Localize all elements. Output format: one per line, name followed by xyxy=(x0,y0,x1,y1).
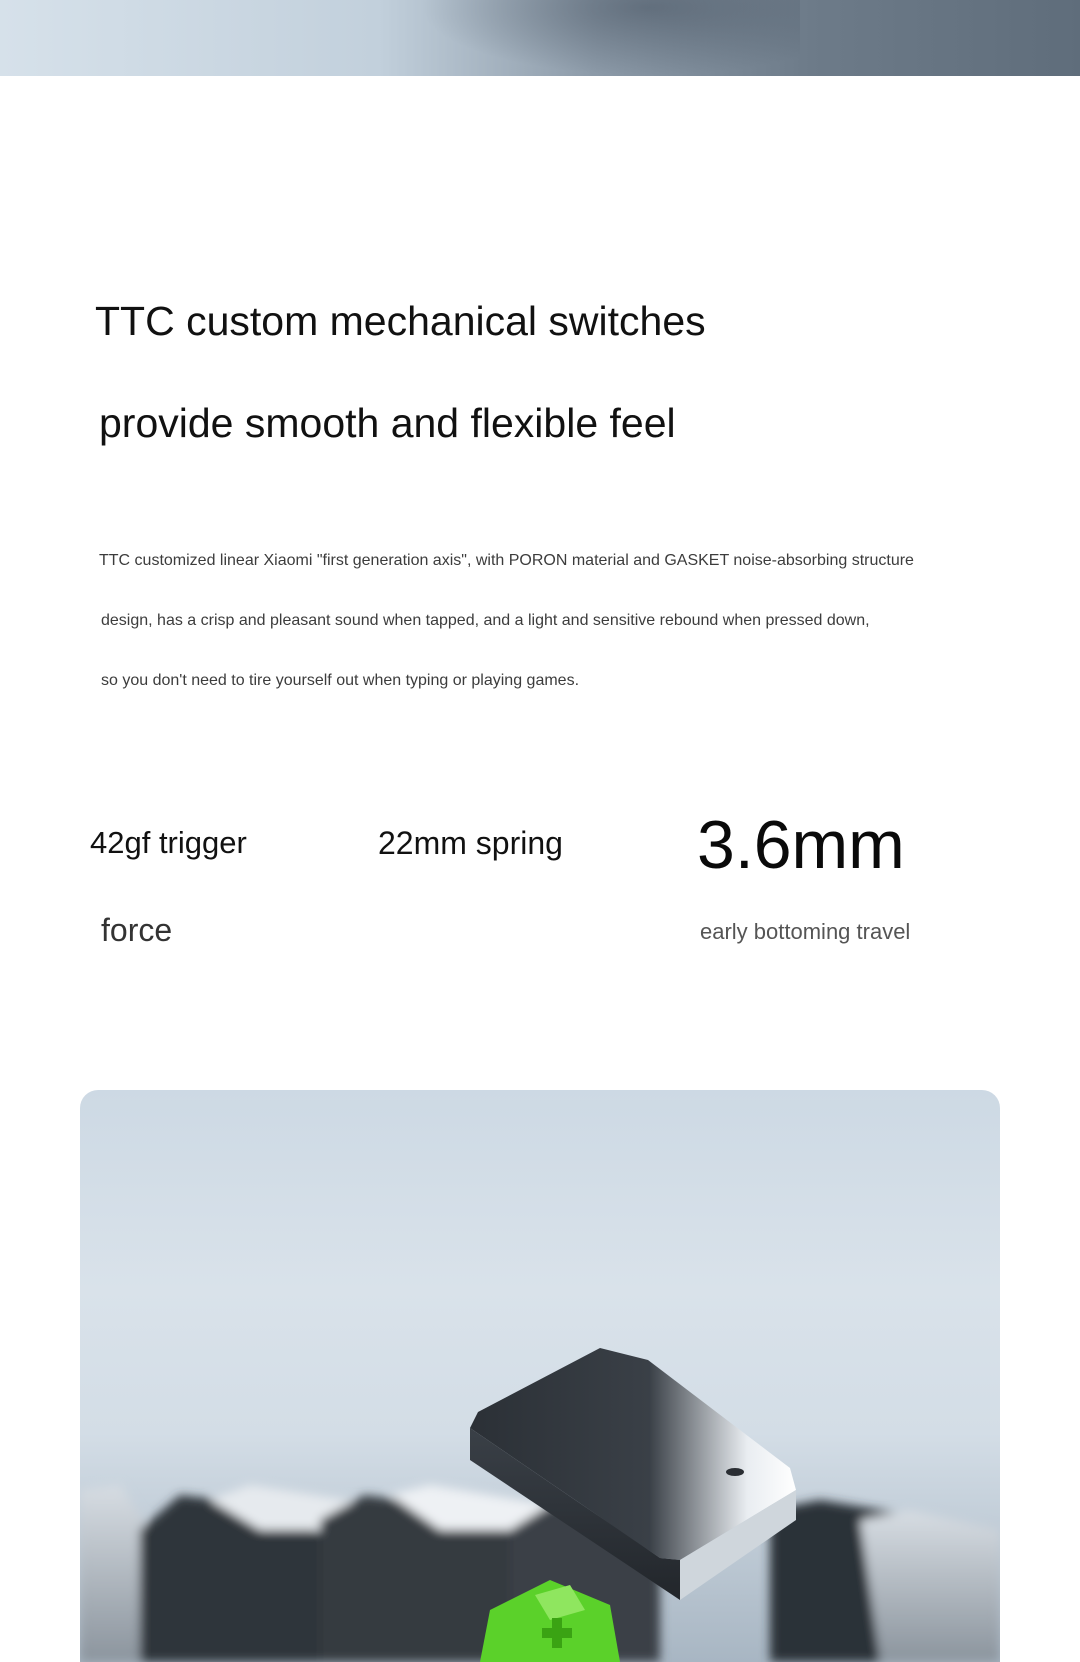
keyboard-switch-image xyxy=(80,1090,1000,1662)
spec-spring-line-1: 22mm spring xyxy=(378,825,563,861)
keyboard-switch-illustration xyxy=(80,1090,1000,1662)
description-line-2: design, has a crisp and pleasant sound when tapped, and a light and sensitive rebound when pressed down, xyxy=(101,612,870,629)
spec-travel-label: early bottoming travel xyxy=(700,919,911,944)
top-banner-image xyxy=(0,0,1080,76)
headline-line-1: TTC custom mechanical switches xyxy=(95,298,706,344)
description-line-3: so you don't need to tire yourself out when typing or playing games. xyxy=(101,672,580,689)
spec-trigger-force-line-2: force xyxy=(101,912,173,948)
spec-travel-value: 3.6mm xyxy=(697,807,905,883)
spec-trigger-force-line-1: 42gf trigger xyxy=(90,825,247,860)
description-line-1: TTC customized linear Xiaomi "first generation axis", with PORON material and GASKET noise-absorbing structure xyxy=(99,552,914,569)
headline-line-2: provide smooth and flexible feel xyxy=(99,400,676,446)
